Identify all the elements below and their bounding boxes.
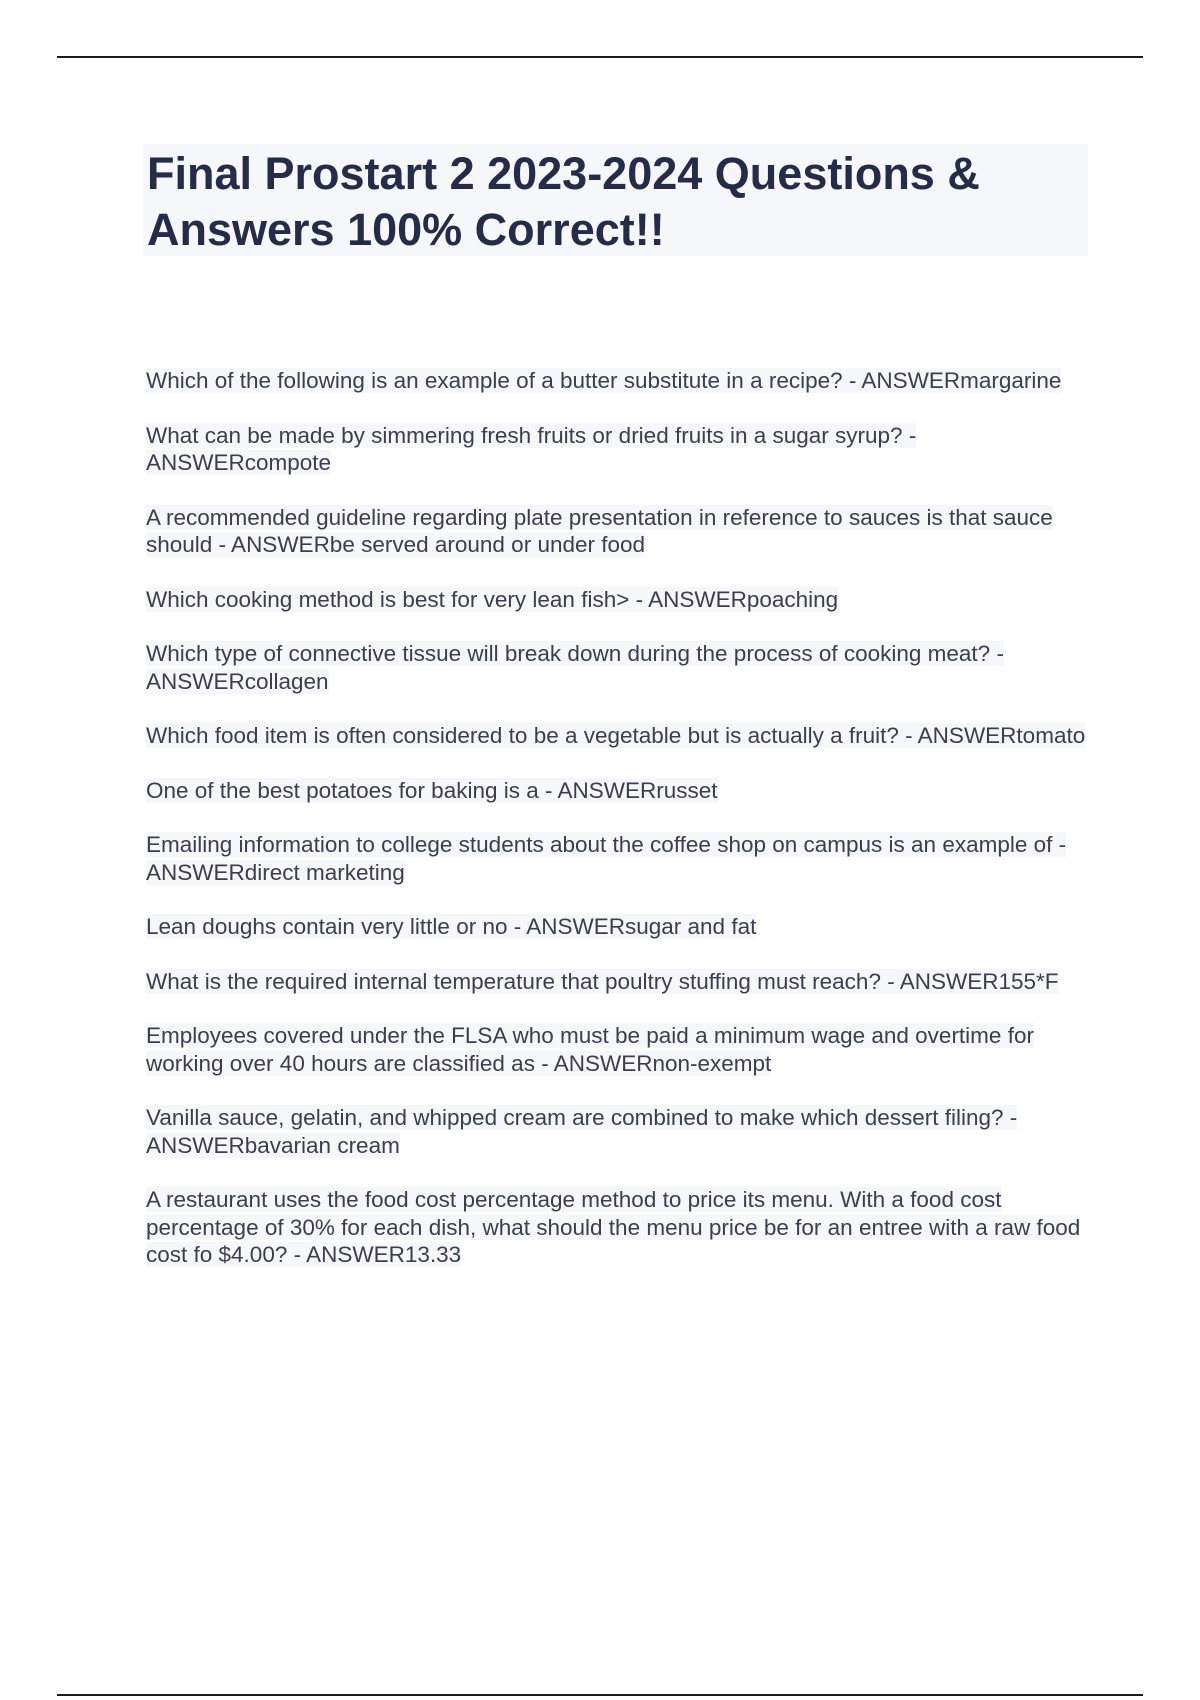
qa-item-1 (146, 367, 1091, 395)
qa-text: Emailing information to college students about the coffee shop on campus is an example of - ANSWERdirect marketing (146, 832, 1067, 885)
qa-text: Which of the following is an example of a butter substitute in a recipe? - ANSWERmargarine (146, 368, 1062, 393)
qa-item-4 (146, 586, 1091, 614)
qa-item-5 (146, 640, 1091, 695)
qa-item-11 (146, 1022, 1091, 1077)
qa-item-7 (146, 777, 1091, 805)
title-block (143, 144, 1088, 256)
page-bottom-rule (57, 1694, 1143, 1696)
qa-text: Which food item is often considered to be a vegetable but is actually a fruit? - ANSWERtomato (146, 723, 1086, 748)
document-title: Final Prostart 2 2023-2024 Questions & Answers 100% Correct!! (147, 148, 980, 255)
qa-item-2 (146, 422, 1091, 477)
page-top-rule (57, 56, 1143, 58)
qa-text: Employees covered under the FLSA who must be paid a minimum wage and overtime for working over 40 hours are classified as - ANSWERnon-exempt (146, 1023, 1034, 1076)
qa-item-3 (146, 504, 1091, 559)
qa-text: What is the required internal temperature that poultry stuffing must reach? - ANSWER155*F (146, 968, 1059, 994)
qa-text: A recommended guideline regarding plate presentation in reference to sauces is that sauce should - ANSWERbe served around or under food (146, 504, 1053, 557)
qa-text: Vanilla sauce, gelatin, and whipped cream are combined to make which dessert filing? - ANSWERbavarian cream (146, 1105, 1018, 1158)
qa-item-8 (146, 831, 1091, 886)
qa-item-12 (146, 1104, 1091, 1159)
qa-text: Which type of connective tissue will break down during the process of cooking meat? - ANSWERcollagen (146, 641, 1004, 694)
qa-item-6 (146, 722, 1091, 750)
qa-text: A restaurant uses the food cost percentage method to price its menu. With a food cost percentage of 30% for each dish, what should the menu price be for an entree with a raw food cost fo $4.00? - ANSWER13.33 (146, 1187, 1081, 1267)
qa-text: Which cooking method is best for very lean fish> - ANSWERpoaching (146, 586, 839, 612)
qa-list (146, 367, 1091, 1296)
qa-text: What can be made by simmering fresh fruits or dried fruits in a sugar syrup? - ANSWERcompote (146, 422, 917, 475)
qa-item-10 (146, 968, 1091, 996)
qa-item-13 (146, 1186, 1091, 1269)
qa-text: Lean doughs contain very little or no - ANSWERsugar and fat (146, 914, 757, 939)
qa-item-9 (146, 913, 1091, 941)
qa-text: One of the best potatoes for baking is a - ANSWERrusset (146, 777, 718, 803)
